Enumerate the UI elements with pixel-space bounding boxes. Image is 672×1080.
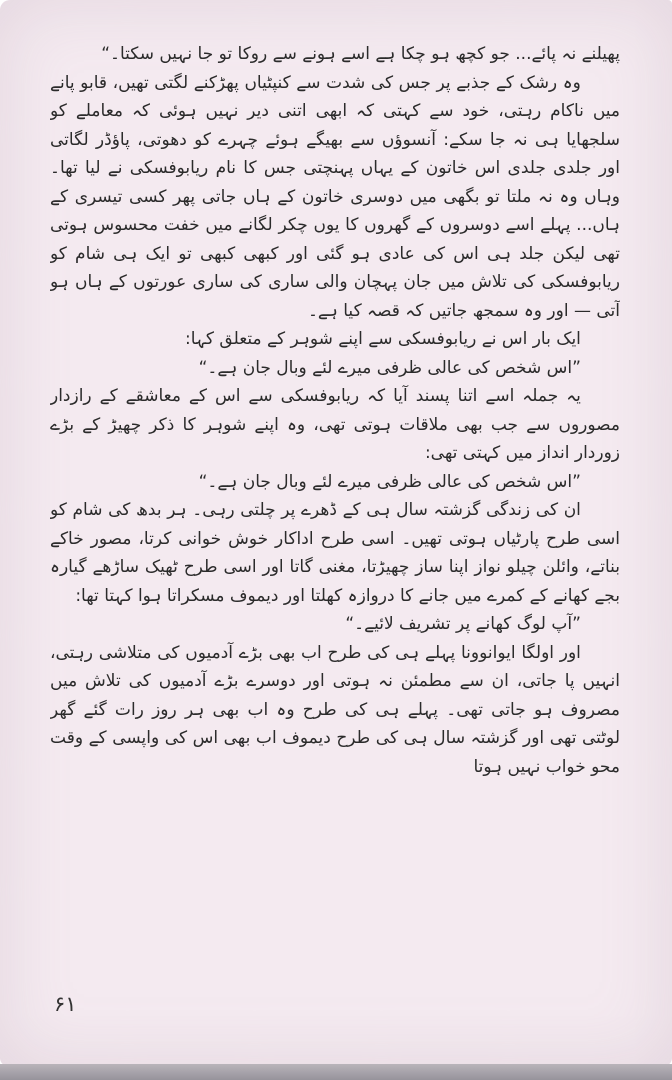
quote-paragraph: ”اس شخص کی عالی ظرفی میرے لئے وبال جان ہے۔“ [198,357,581,378]
paragraph: اور اولگا ایوانوونا پہلے ہی کی طرح اب بھی بڑے آدمیوں کی متلاشی رہتی، انہیں پا جاتی، ان سے مطمئن نہ ہوتی اور دوسرے بڑے آدمیوں کی تلاش میں مصروف ہو جاتی تھی۔ پہلے ہی کی طرح وہ اب بھی ہر روز رات گئے گھر لوٹتی تھی اور گزشتہ سال ہی کی طرح دیموف اب بھی اس کی واپسی کے وقت محو خواب نہیں ہوتا [50,642,620,777]
page-text-block [50,40,620,781]
quote-paragraph: ”آپ لوگ کھانے پر تشریف لائیے۔“ [345,614,581,634]
paragraph: وہ رشک کے جذبے پر جس کی شدت سے کنپٹیاں پھڑکنے لگتی تھیں، قابو پانے میں ناکام رہتی، خود سے کہتی کہ ابھی اتنی دیر نہیں ہوئی کہ معاملے کو سلجھایا ہی نہ جا سکے: آنسوؤں سے بھیگے ہوئے چہرے کو دھوتی، پاؤڈر لگاتی اور جلدی جلدی اس خاتون کے یہاں پہنچتی جس کا نام ریابوفسکی نے لیا تھا۔ وہاں وہ نہ ملتا تو بگھی میں دوسری خاتون کے ہاں جاتی پھر کسی تیسری کے ہاں... پہلے اسے دوسروں کے گھروں کا یوں چکر لگانے میں خفت محسوس ہوتی تھی لیکن جلد ہی اس کی عادی ہو گئی اور کبھی کبھی تو ایک ہی شام کو ریابوفسکی کی تلاش میں جان پہچان والی ساری کی ساری عورتوں کے ہاں ہو آتی — اور وہ سمجھ جاتیں کہ قصہ کیا ہے۔ [50,72,620,321]
page-number: ۶۱ [54,992,77,1016]
paragraph: یہ جملہ اسے اتنا پسند آیا کہ ریابوفسکی سے اس کے معاشقے کے رازدار مصوروں سے جب بھی ملاقات ہوتی تھی، وہ اپنے شوہر کا ذکر چھیڑ کے بڑے زوردار انداز میں کہتی تھی: [50,386,620,463]
paragraph: ان کی زندگی گزشتہ سال ہی کے ڈھرے پر چلتی رہی۔ ہر بدھ کی شام کو اسی طرح پارٹیاں ہوتی تھیں۔ اسی طرح اداکار خوش خوانی کرتا، مصور خاکے بناتے، وائلن چیلو نواز اپنا ساز چھیڑتا، مغنی گاتا اور اسی طرح ٹھیک ساڑھے گیارہ بجے کھانے کے کمرے میں جانے کا دروازہ کھلتا اور دیموف مسکراتا ہوا کہتا تھا: [50,500,620,606]
scan-edge [0,1064,672,1080]
paragraph-continuation: پھیلنے نہ پائے... جو کچھ ہو چکا ہے اسے ہونے سے روکا تو جا نہیں سکتا۔“ [101,44,620,64]
quote-paragraph: ”اس شخص کی عالی ظرفی میرے لئے وبال جان ہے۔“ [198,471,581,492]
paragraph: ایک بار اس نے ریابوفسکی سے اپنے شوہر کے متعلق کہا: [185,329,581,349]
